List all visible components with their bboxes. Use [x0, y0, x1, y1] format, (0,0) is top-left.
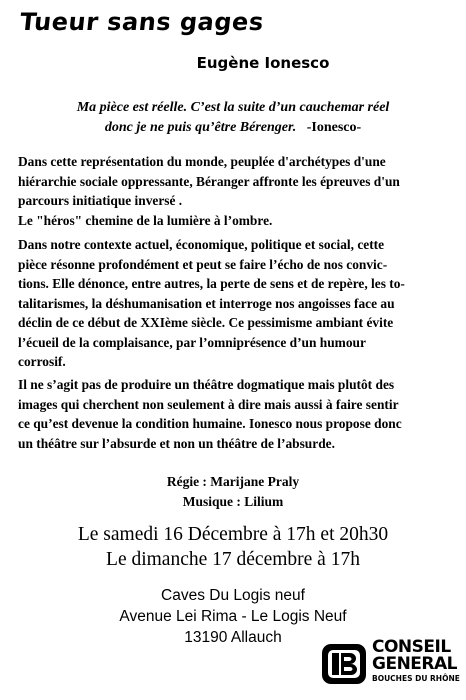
- paragraph-line: ce qu’est devenue la condition humaine. Ionesco nous propose donc: [18, 416, 402, 431]
- date-line-2: Le dimanche 17 décembre à 17h: [106, 549, 360, 570]
- paragraph-line: images qui cherchent non seulement à dire mais aussi à faire sentir: [18, 396, 399, 412]
- b13-emblem-icon: [320, 642, 368, 686]
- logo-text-general: GENERAL: [372, 654, 457, 674]
- paragraph-synopsis: [18, 152, 450, 230]
- paragraph-line: Dans notre contexte actuel, économique, politique et social, cette: [18, 237, 385, 252]
- quote-signature: -Ionesco-: [306, 120, 362, 135]
- quote-line-1: Ma pièce est réelle. C’est la suite d’un cauchemar réel: [76, 100, 390, 115]
- paragraph-line: corrosif.: [18, 354, 66, 369]
- paragraph-line: un théâtre sur l’absurde et non un théâtre de l’absurde.: [18, 435, 335, 451]
- author-quote: [0, 98, 466, 138]
- paragraph-line: déclin de ce début de XXIème siècle. Ce pessimisme ambiant évite: [18, 315, 394, 330]
- credit-regie: Régie : Marijane Praly: [166, 474, 300, 489]
- author-name: Eugène Ionesco: [196, 54, 330, 72]
- paragraph-line: hiérarchie sociale oppressante, Béranger affronte les épreuves d'un: [18, 173, 400, 189]
- paragraph-line: tions. Elle dénonce, entre autres, la perte de sens et de repère, les to-: [18, 276, 405, 291]
- paragraph-line: l’écueil de la complaisance, par l’omniprésence d’un humour: [18, 334, 366, 350]
- paragraph-intent: [18, 375, 450, 453]
- logo-text-region: BOUCHES DU RHÔNE: [372, 674, 460, 683]
- paragraph-line: Dans cette représentation du monde, peuplée d'archétypes d'une: [18, 154, 386, 169]
- paragraph-line: parcours initiatique inversé .: [18, 193, 183, 208]
- credit-musique: Musique : Lilium: [182, 494, 284, 509]
- paragraph-line: talitarismes, la déshumanisation et interroge nos angoisses face au: [18, 295, 395, 311]
- credits: [0, 472, 466, 512]
- performance-dates: [0, 522, 466, 572]
- conseil-general-logo: [320, 634, 460, 694]
- play-title: Tueur sans gages: [18, 8, 266, 36]
- date-line-1: Le samedi 16 Décembre à 17h et 20h30: [77, 524, 389, 545]
- quote-line-2: [0, 118, 466, 138]
- paragraph-line: Il ne s’agit pas de produire un théâtre dogmatique mais plutôt des: [18, 377, 395, 392]
- paragraph-context: [18, 235, 450, 372]
- paragraph-line: pièce résonne profondément et peut se faire l’écho de nos convic-: [18, 256, 388, 272]
- venue-line-3: 13190 Allauch: [184, 629, 282, 646]
- venue-line-2: Avenue Lei Rima - Le Logis Neuf: [119, 608, 347, 625]
- quote-line-2-text: donc je ne puis qu’être Bérenger.: [104, 120, 297, 135]
- paragraph-line: Le "héros" chemine de la lumière à l’ombre.: [18, 212, 273, 228]
- logo-text-conseil: CONSEIL: [372, 637, 451, 657]
- venue-line-1: Caves Du Logis neuf: [161, 587, 305, 604]
